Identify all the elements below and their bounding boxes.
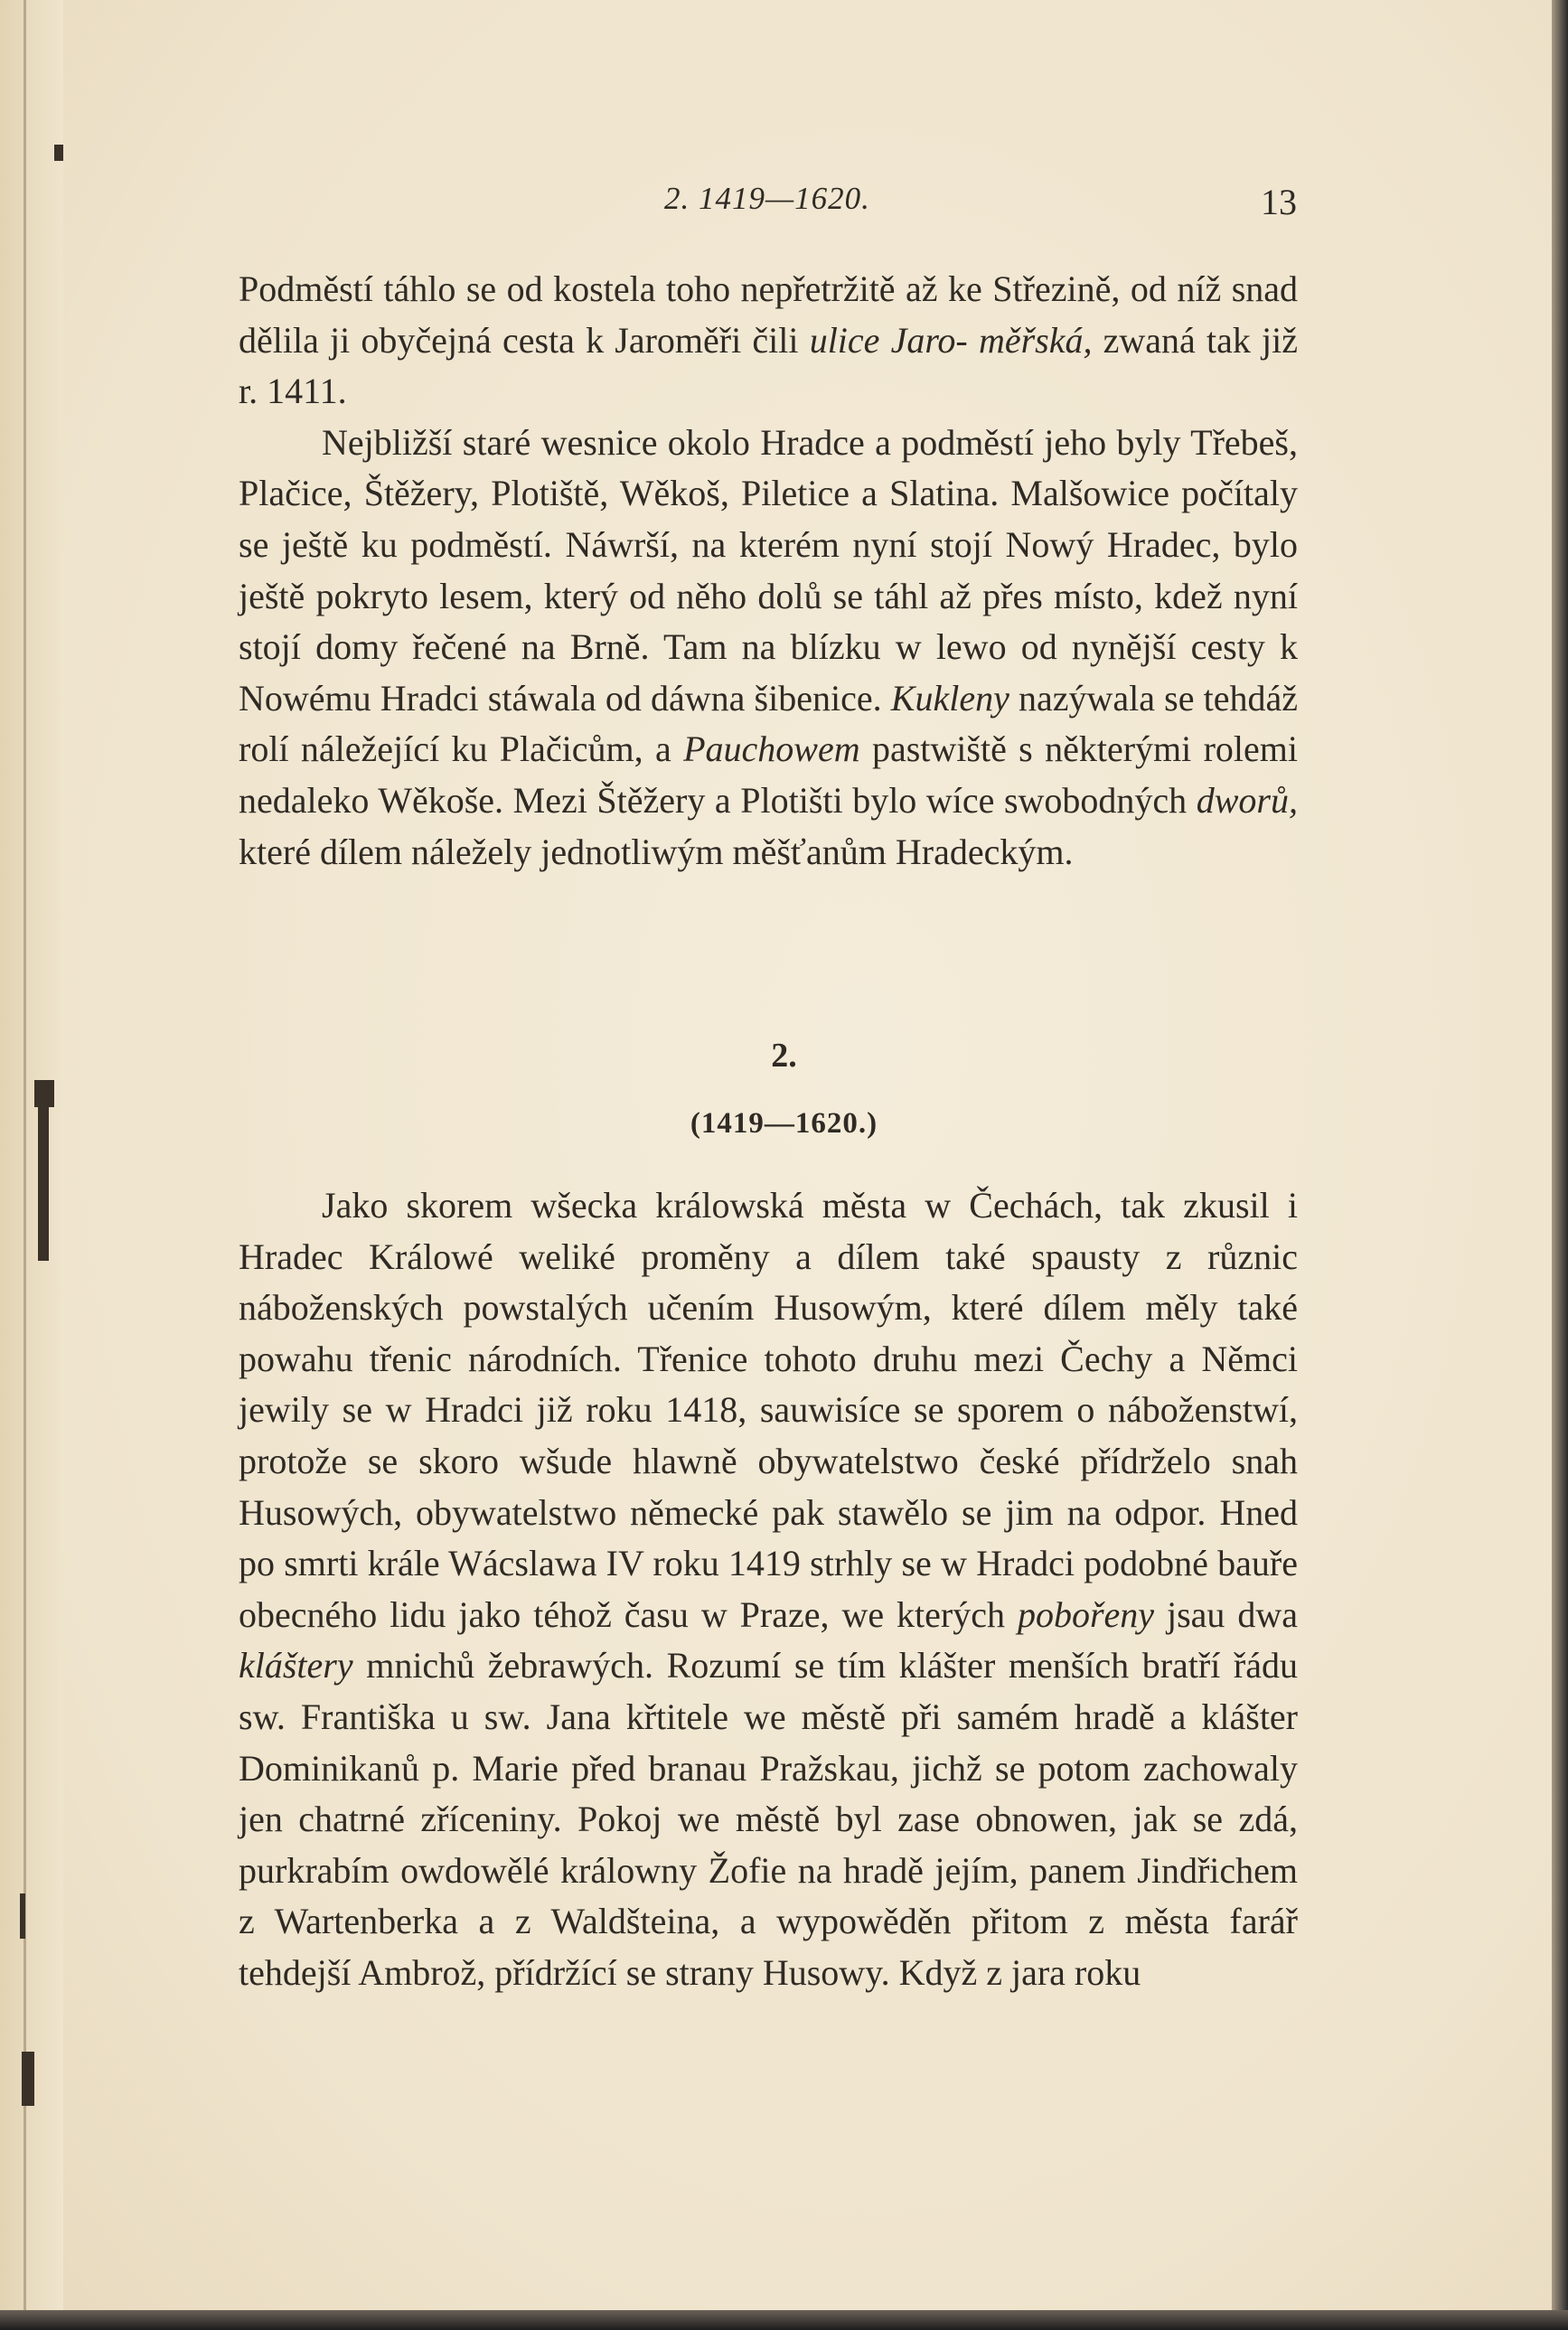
left-page-edge bbox=[0, 0, 63, 2330]
binding-line bbox=[23, 0, 26, 2330]
text-run: pastwiště s některými rolemi nedaleko Wěkoše. Mezi Štěžery a Plotišti bylo wíce swobodných bbox=[239, 728, 1298, 821]
text-run: které dílem náležely jednotliwým měšťanům Hradeckým. bbox=[239, 831, 1074, 872]
right-page-edge bbox=[1552, 0, 1568, 2330]
margin-mark bbox=[54, 145, 63, 161]
text-run: nazýwala se tehdáž rolí náležející ku Plačicům, a bbox=[239, 677, 1298, 770]
text-run: Podměstí táhlo se od kostela toho nepřetržitě až ke Střezině, bbox=[239, 268, 1121, 309]
italic-term: pobořeny bbox=[1017, 1593, 1155, 1635]
text-run: Jako skorem wšecka králowská města w Čechách, tak zkusil i Hradec Králowé weliké proměny a dílem také spausty z různic náboženských powstalých učením Husowým, které dílem měly také powahu třenic národních. Třenice tohoto druhu mezi Čechy a Němci jewily se w Hradci již roku 1418, sauwisíce se sporem o náboženstwí, protože se skoro wšude hlawně obywatelstwo české přídrželo snah Husowých, obywatelstwo německé pak stawělo se jim na odpor. Hned po smrti krále Wácslawa IV roku 1419 strhly se w Hradci podobné bauře obecného lidu jako téhož času w Praze, we kterých bbox=[239, 1185, 1298, 1635]
paragraph bbox=[239, 418, 1298, 878]
paragraph bbox=[239, 264, 1298, 418]
text-run: od níž snad dělila ji obyčejná cesta k Jaroměři čili bbox=[239, 268, 1299, 361]
running-head bbox=[0, 181, 1568, 235]
bottom-page-edge bbox=[0, 2310, 1568, 2330]
text-run: jsau dwa bbox=[1154, 1593, 1298, 1635]
italic-term: ulice Jaro- bbox=[809, 319, 968, 361]
italic-term: měřská, bbox=[978, 319, 1093, 361]
text-run: mnichů žebrawých. Rozumí se tím klášter menších bratří řádu sw. Františka u sw. Jana křtitele we městě při samém hradě a klášter Dominikanů p. Marie před branau Pražskau, jichž se potom zachowaly jen chatrné zříceniny. Pokoj we městě byl zase obnowen, jak se zdá, purkrabím owdowělé králowny Žofie na hradě jejím, panem Jindřichem z Wartenberka a z Waldšteina, a wypowěděn přitom z města farář tehdejší Ambrož, přídržící se strany Husowy. Když z jara roku bbox=[239, 1645, 1298, 1993]
margin-mark bbox=[34, 1080, 54, 1107]
paragraph bbox=[239, 1180, 1298, 1999]
page-number: 13 bbox=[1261, 182, 1297, 222]
bottom-text-block bbox=[239, 1180, 1298, 1999]
italic-term: Kukleny bbox=[890, 677, 1009, 719]
margin-mark bbox=[22, 2052, 34, 2106]
text-run: Nejbližší staré wesnice okolo Hradce a podměstí jeho byly Třebeš, Plačice, Štěžery, Plotiště, Wěkoš, Piletice a Slatina. Malšowice počítaly se ještě ku podměstí. Náwrší, na kterém nyní stojí Nowý Hradec, bylo ještě pokryto lesem, který od něho dolů se táhl až přes místo, kdež nyní stojí domy řečené na Brně. Tam na blízku w lewo od nynější cesty k Nowému Hradci stáwala od dáwna šibenice. bbox=[239, 421, 1298, 719]
italic-term: Pauchowem bbox=[683, 728, 860, 770]
section-years: (1419—1620.) bbox=[690, 1107, 878, 1140]
italic-term: kláštery bbox=[239, 1645, 353, 1686]
running-title: 2. 1419—1620. bbox=[664, 181, 870, 216]
italic-term: dworů, bbox=[1196, 779, 1298, 821]
margin-mark bbox=[20, 1893, 25, 1939]
section-number: 2. bbox=[771, 1037, 797, 1075]
text-run: zwaná tak již r. 1411. bbox=[239, 319, 1299, 412]
top-text-block bbox=[239, 264, 1298, 878]
